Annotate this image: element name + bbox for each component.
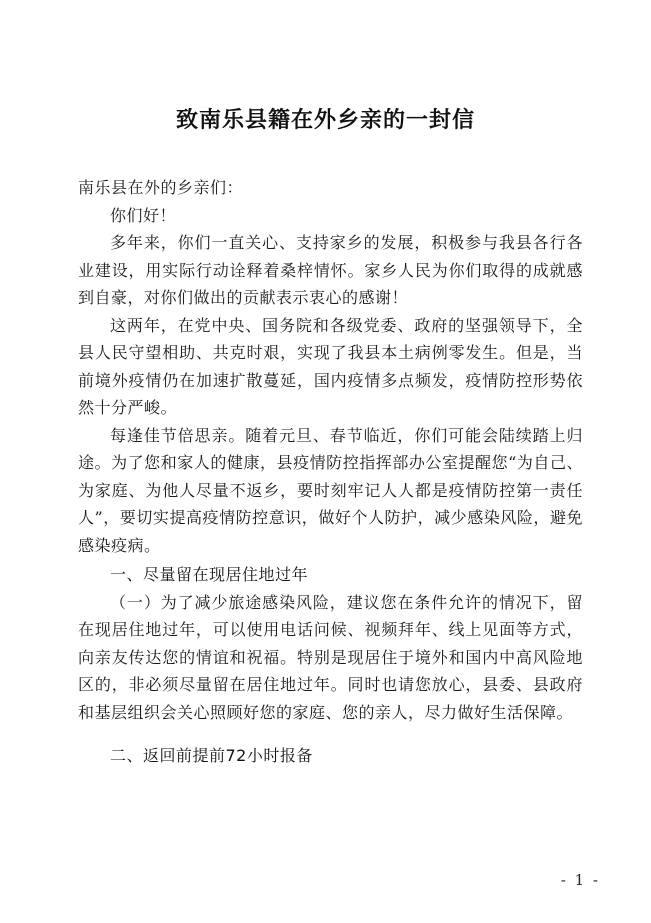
section-heading-stay: 一、尽量留在现居住地过年 xyxy=(110,565,309,584)
salutation: 南乐县在外的乡亲们： xyxy=(78,178,244,197)
paragraph-gratitude: 多年来，你们一直关心、支持家乡的发展，积极参与我县各行各业建设，用实际行动诠释着桑梓情怀。家乡人民为你们取得的成就感到自豪，对你们做出的贡献表示衷心的感谢！ xyxy=(78,233,583,307)
paragraph-stay-in-place: （一）为了减少旅途感染风险，建议您在条件允许的情况下，留在现居住地过年，可以使用电话问候、视频拜年、线上见面等方式，向亲友传达您的情谊和祝福。特别是现居住于境外和国内中高风险地区的，非必须尽量留在居住地过年。同时也请您放心，县委、县政府和基层组织会关心照顾好您的家庭、您的亲人，尽力做好生活保障。 xyxy=(78,592,583,722)
document-body xyxy=(78,174,583,770)
paragraph-holiday-reminder: 每逢佳节倍思亲。随着元旦、春节临近，你们可能会陆续踏上归途。为了您和家人的健康，县疫情防控指挥部办公室提醒您“为自己、为家庭、为他人尽量不返乡，要时刻牢记人人都是疫情防控第一责任人”，要切实提高疫情防控意识，做好个人防护，减少感染风险，避免感染疫病。 xyxy=(78,425,583,555)
paragraph-epidemic-situation: 这两年，在党中央、国务院和各级党委、政府的坚强领导下，全县人民守望相助、共克时艰，实现了我县本土病例零发生。但是，当前境外疫情仍在加速扩散蔓延，国内疫情多点频发，疫情防控形势依然十分严峻。 xyxy=(78,315,583,417)
document-title: 致南乐县籍在外乡亲的一封信 xyxy=(175,107,475,133)
page-number: - 1 - xyxy=(560,871,600,889)
section-heading-report: 二、返回前提前72小时报备 xyxy=(110,746,313,765)
greeting: 你们好！ xyxy=(110,205,177,225)
